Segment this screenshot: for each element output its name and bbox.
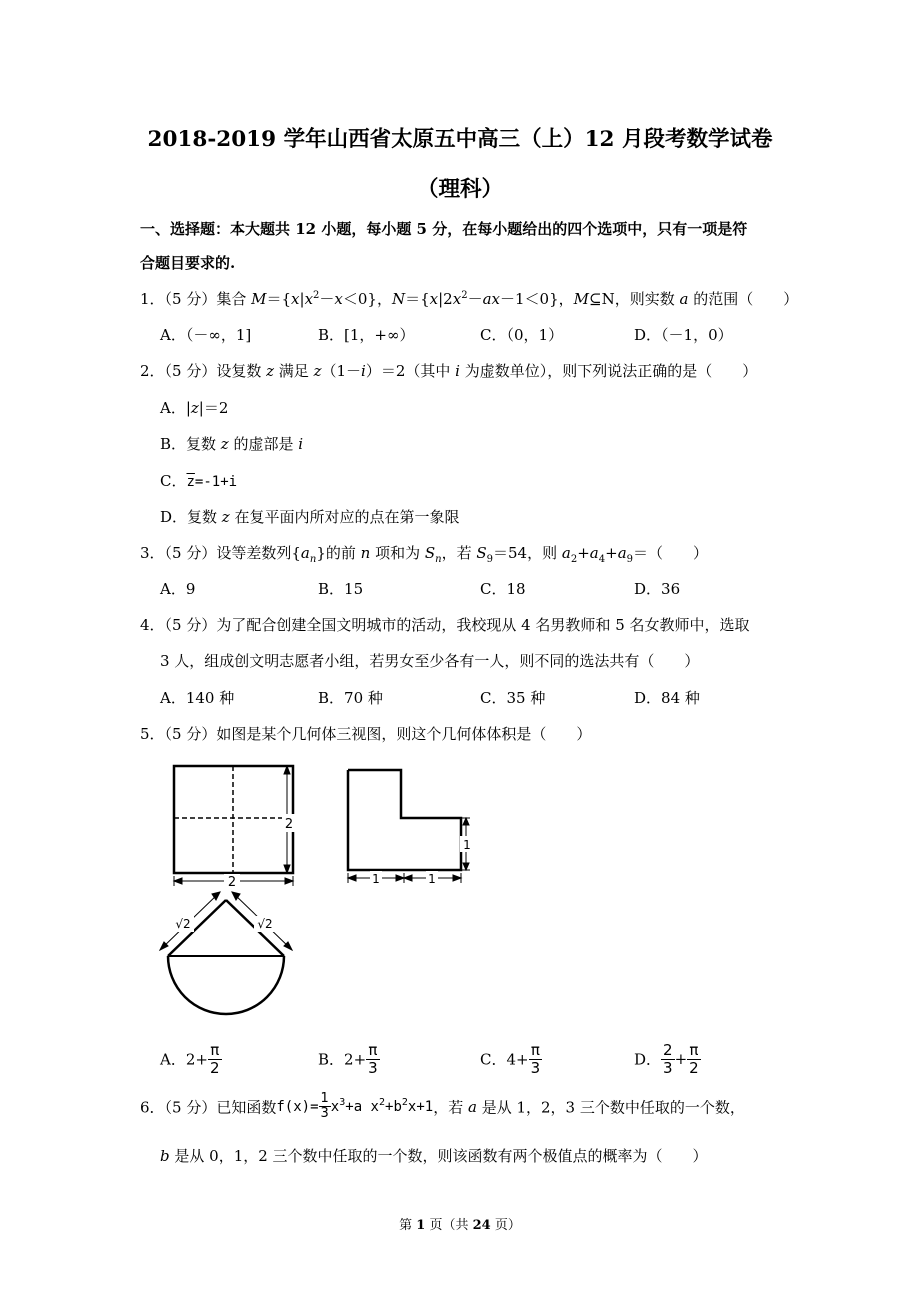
question-3-option-c[interactable]: C．18 [480, 580, 526, 598]
question-5-option-c[interactable]: C．4+ $\frac{\pi}{3}$ [480, 1041, 541, 1077]
side-view [348, 770, 470, 883]
question-4-stem-line1: 4．（5 分）为了配合创建全国文明城市的活动，我校现从 4 名男教师和 5 名女教师中，选取 [140, 616, 750, 634]
question-4-option-d[interactable]: D．84 种 [634, 689, 700, 707]
question-5-option-d[interactable]: D． $\frac{2}{3}$ + $\frac{\pi}{2}$ [634, 1041, 699, 1077]
dim-label-sqrt2-right: √2 [257, 917, 273, 931]
dim-label-2-bottom: 2 [227, 875, 237, 890]
question-2-option-b[interactable]: B．复数 z 的虚部是 i [160, 435, 304, 453]
question-5-option-a[interactable]: A．2+ $\frac{\pi}{2}$ [160, 1041, 220, 1077]
page-subtitle: （理科） [416, 177, 503, 202]
question-1-option-b[interactable]: B．[1，+∞） [318, 326, 415, 344]
question-4-stem-line2: 3 人，组成创文明志愿者小组，若男女至少各有一人，则不同的选法共有（ ） [160, 652, 700, 670]
question-3-option-b[interactable]: B．15 [318, 580, 364, 598]
question-3-stem: 3．（5 分）设等差数列$\{a_n\}$的前 n 项和为 $S_n$，若 $S_9=54$，则 $a_2+a_4+a_9=$（ ） [140, 544, 709, 565]
question-3-option-d[interactable]: D．36 [634, 580, 681, 598]
dim-label-1-height: 1 [463, 838, 471, 852]
question-2-stem: 2．（5 分）设复数 z 满足 z（1－i）＝2（其中 i 为虚数单位），则下列说法正确的是（ ） [140, 362, 758, 380]
page-title: 2018-2019 学年山西省太原五中高三（上）12 月段考数学试卷 [147, 127, 773, 152]
front-view [174, 766, 293, 886]
section-heading-line2: 合题目要求的. [140, 254, 236, 272]
question-4-option-c[interactable]: C．35 种 [480, 689, 546, 707]
question-4-option-b[interactable]: B．70 种 [318, 689, 383, 707]
page-footer: 第 1 页（共 24 页） [399, 1218, 521, 1233]
question-2-option-d[interactable]: D．复数 z 在复平面内所对应的点在第一象限 [160, 508, 460, 526]
question-2-option-a[interactable]: A．|z|＝2 [160, 399, 229, 417]
question-3-option-a[interactable]: A．9 [160, 580, 196, 598]
top-view [160, 892, 292, 1014]
dim-label-1-left: 1 [372, 872, 380, 886]
dim-label-1-right: 1 [428, 872, 436, 886]
question-6-stem-line2: b 是从 0，1，2 三个数中任取的一个数，则该函数有两个极值点的概率为（ ） [160, 1147, 708, 1165]
question-1-option-a[interactable]: A．（－∞，1] [160, 326, 252, 344]
question-6-stem-line1: 6．（5 分）已知函数f(x)= $\frac{1}{3}$ $x^3+a$ $x^2+b^2x+1$，若 a 是从 1，2，3 三个数中任取的一个数， [140, 1091, 745, 1122]
dim-label-sqrt2-left: √2 [175, 917, 191, 931]
three-view-figure [150, 758, 490, 1030]
question-2-option-c[interactable]: C．$\overline{z}=-1+i$ [160, 472, 238, 490]
question-1-option-c[interactable]: C．（0，1） [480, 326, 564, 344]
dim-label-2-right: 2 [284, 817, 294, 832]
section-heading-line1: 一、选择题：本大题共 12 小题，每小题 5 分，在每小题给出的四个选项中，只有一项是符 [140, 220, 748, 238]
question-5-option-b[interactable]: B．2+ $\frac{\pi}{3}$ [318, 1041, 378, 1077]
question-1-option-d[interactable]: D．（－1，0） [634, 326, 733, 344]
question-1-stem: 1．（5 分）集合 $M=\{x|x^2-x<0\}$，$N=\{x|2x^2-ax-1<0\}$，M⊆N，则实数 a 的范围（ ） [140, 290, 799, 308]
question-4-option-a[interactable]: A．140 种 [160, 689, 235, 707]
question-5-stem: 5．（5 分）如图是某个几何体三视图，则这个几何体体积是（ ） [140, 725, 592, 743]
